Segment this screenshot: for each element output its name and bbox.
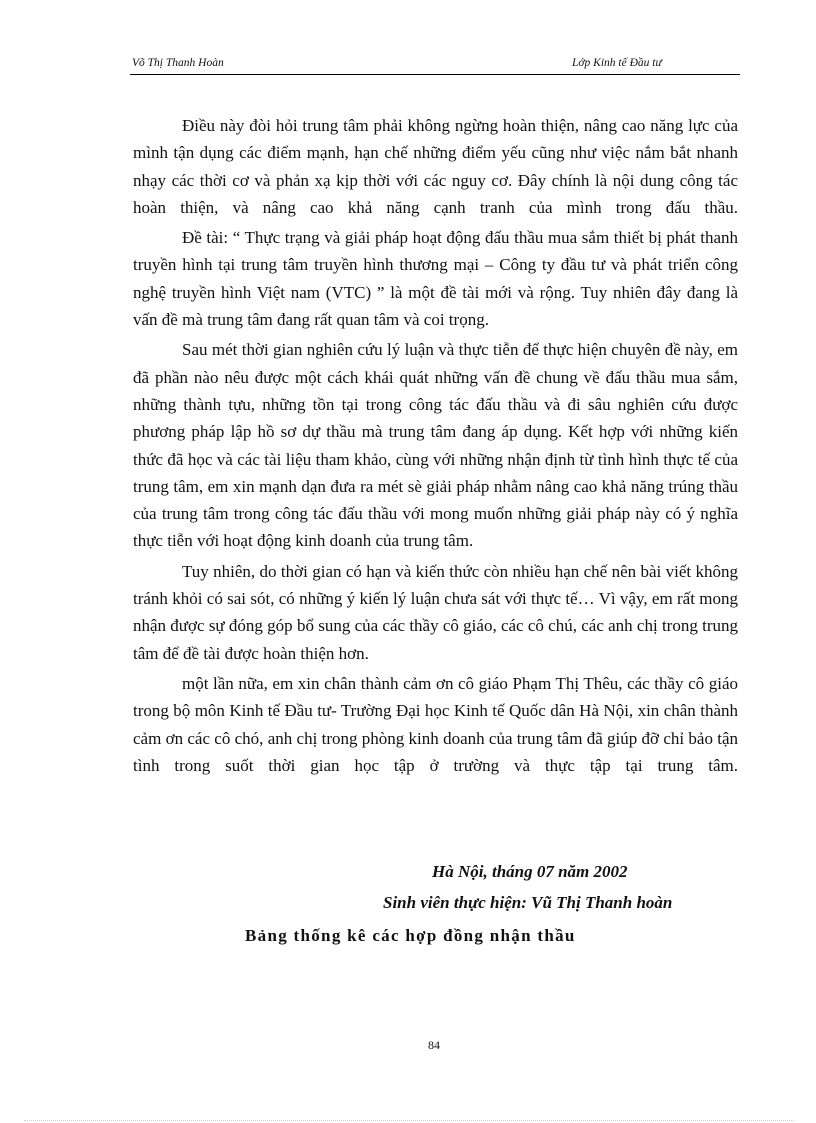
- table-title: Bảng thống kê các hợp đồng nhận thầu: [245, 926, 576, 945]
- header-class: Lớp Kinh tế Đầu tư: [572, 57, 662, 69]
- paragraph-1: Điều này đòi hỏi trung tâm phải không ngừng hoàn thiện, nâng cao năng lực của mình tận dụng các điểm mạnh, hạn chế những điểm yếu cũng như việc nắm bắt nhanh nhạy các thời cơ và phản xạ kịp thời với các nguy cơ. Đây chính là nội dung công tác hoàn thiện, và nâng cao khả năng cạnh tranh của mình trong đấu thầu.: [133, 116, 738, 217]
- paragraph-2: Đề tài: “ Thực trạng và giải pháp hoạt động đấu thầu mua sắm thiết bị phát thanh truyền hình tại trung tâm truyền hình thương mại – Công ty đầu tư và phát triển công nghệ truyền hình Việt nam (VTC) ” là một đề tài mới và rộng. Tuy nhiên đây đang là vấn đề mà trung tâm đang rất quan tâm và coi trọng.: [133, 228, 738, 330]
- student-signature-line: Sinh viên thực hiện: Vũ Thị Thanh hoàn: [383, 893, 673, 912]
- paragraph-5: một lần nữa, em xin chân thành cảm ơn cô giáo Phạm Thị Thêu, các thầy cô giáo trong bộ môn Kinh tế Đầu tư- Trường Đại học Kinh tế Quốc dân Hà Nội, xin chân thành cảm ơn các cô chó, anh chị trong phòng kinh doanh của trung tâm đã giúp đỡ chỉ bảo tận tình trong suốt thời gian học tập ở trường và thực tập tại trung tâm.: [133, 673, 738, 775]
- paragraph-4: Tuy nhiên, do thời gian có hạn và kiến thức còn nhiều hạn chế nên bài viết không tránh khỏi có sai sót, có những ý kiến lý luận chưa sát với thực tế… Vì vậy, em rất mong nhận được sự đóng góp bổ sung của các thầy cô giáo, các cô chú, các anh chị trong trung tâm để đề tài được hoàn thiện hơn.: [133, 561, 738, 663]
- body-text: [133, 112, 738, 779]
- paragraph-3: Sau mét thời gian nghiên cứu lý luận và thực tiễn để thực hiện chuyên đề này, em đã phần nào nêu được một cách khái quát những vấn đề chung về đấu thầu mua sắm, những thành tựu, những tồn tại trong công tác đấu thầu và đi sâu nghiên cứu được phương pháp lập hồ sơ dự thầu mà trung tâm đang áp dụng. Kết hợp với những kiến thức đã học và các tài liệu tham khảo, cùng với những nhận định từ tình hình thực tế của trung tâm, em xin mạnh dạn đưa ra mét sè giải pháp nhằm nâng cao khả năng trúng thầu của trung tâm trong công tác đấu thầu với mong muốn những giải pháp này có ý nghĩa thực tiễn với hoạt động kinh doanh của trung tâm.: [133, 340, 738, 551]
- footer-divider: [24, 1120, 794, 1121]
- place-date: Hà Nội, tháng 07 năm 2002: [432, 862, 628, 881]
- page-header: [130, 56, 740, 75]
- header-author: Võ Thị Thanh Hoàn: [132, 57, 224, 69]
- page-number: 84: [428, 1038, 440, 1052]
